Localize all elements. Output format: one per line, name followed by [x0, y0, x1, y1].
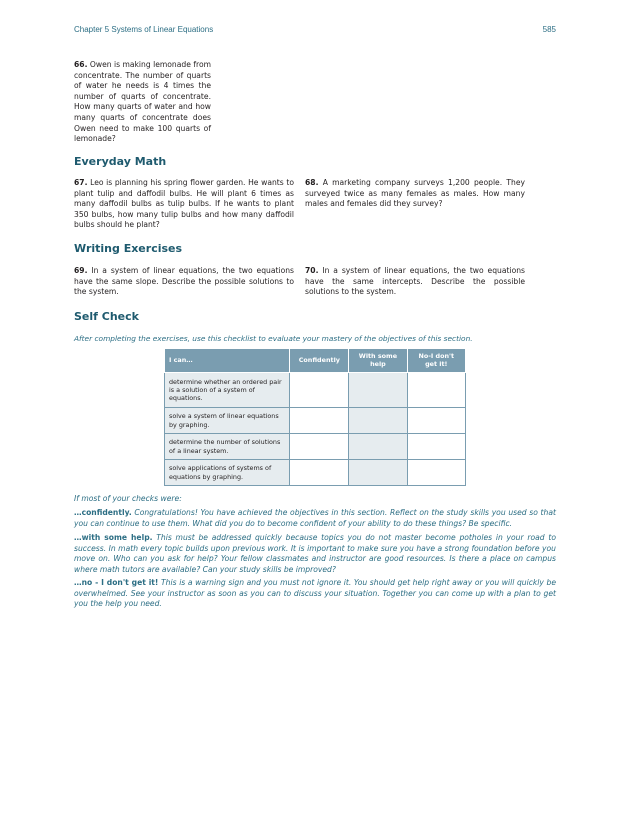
problem-text: Owen is making lemonade from concentrate. The number of quarts of water he needs is 4 times the number of quarts of concentrate. How many quarts of water and how many quarts of concentrate does Owen need to make 100 quarts of lemonade? — [74, 60, 211, 144]
column-header-with-some-help: With some help — [349, 349, 407, 373]
feedback-lead: …no - I don't get it! — [74, 578, 159, 587]
check-cell-no[interactable] — [407, 460, 465, 486]
problem-text: A marketing company surveys 1,200 people. They surveyed twice as many females as males. How many males and females did they survey? — [305, 178, 525, 209]
check-cell-no[interactable] — [407, 373, 465, 408]
check-cell-with-some-help[interactable] — [349, 460, 407, 486]
check-cell-no[interactable] — [407, 434, 465, 460]
check-cell-with-some-help[interactable] — [349, 434, 407, 460]
problem-number: 66. — [74, 60, 88, 69]
problem-number: 68. — [305, 178, 319, 187]
problem-66 — [74, 60, 211, 145]
check-cell-confidently[interactable] — [290, 408, 349, 434]
objective-cell: solve applications of systems of equations by graphing. — [165, 460, 290, 486]
problem-text: In a system of linear equations, the two equations have the same intercepts. Describe the possible solutions to the system. — [305, 266, 525, 297]
problem-70 — [305, 266, 525, 298]
problem-number: 70. — [305, 266, 319, 275]
running-header: Chapter 5 Systems of Linear Equations — [74, 25, 214, 34]
feedback-some-help — [74, 533, 556, 575]
column-header-confidently: Confidently — [290, 349, 349, 373]
feedback-confidently — [74, 508, 556, 529]
check-cell-with-some-help[interactable] — [349, 408, 407, 434]
table-row — [165, 408, 466, 434]
problem-67 — [74, 178, 294, 231]
feedback-text: This is a warning sign and you must not ignore it. You should get help right away or you will quickly be overwhelmed. See your instructor as soon as you can to discuss your situation. Together you can come up with a plan to get you the help you need. — [74, 578, 556, 609]
feedback-no — [74, 578, 556, 610]
objective-cell: determine the number of solutions of a linear system. — [165, 434, 290, 460]
objective-cell: solve a system of linear equations by graphing. — [165, 408, 290, 434]
feedback-text: This must be addressed quickly because topics you do not master become potholes in your road to success. In math every topic builds upon previous work. It is important to make sure you have a strong foundation before you move on. Who can you ask for help? Your fellow classmates and instructor are good resources. Is there a place on campus where math tutors are available? Can your study skills be improved? — [74, 533, 556, 574]
section-heading-writing-exercises: Writing Exercises — [74, 242, 183, 255]
feedback-lead: …confidently. — [74, 508, 132, 517]
problem-text: Leo is planning his spring flower garden. He wants to plant tulip and daffodil bulbs. He will plant 6 times as many daffodil bulbs as tulip bulbs. If he wants to plant 350 bulbs, how many tulip bulbs and how many daffodil bulbs should he plant? — [74, 178, 294, 230]
feedback-lead: …with some help. — [74, 533, 153, 542]
objective-cell: determine whether an ordered pair is a solution of a system of equations. — [165, 373, 290, 408]
column-header-i-can: I can… — [165, 349, 290, 373]
feedback-text: Congratulations! You have achieved the objectives in this section. Reflect on the study skills you used so that you can continue to use them. What did you do to become confident of your ability to do these things? Be specific. — [74, 508, 556, 528]
check-cell-confidently[interactable] — [290, 373, 349, 408]
check-cell-with-some-help[interactable] — [349, 373, 407, 408]
table-header-row — [165, 349, 466, 373]
table-row — [165, 373, 466, 408]
problem-69 — [74, 266, 294, 298]
problem-68 — [305, 178, 525, 210]
table-row — [165, 460, 466, 486]
feedback-intro: If most of your checks were: — [74, 494, 182, 503]
self-check-intro: After completing the exercises, use this checklist to evaluate your mastery of the objectives of this section. — [74, 334, 473, 343]
problem-text: In a system of linear equations, the two equations have the same slope. Describe the possible solutions to the system. — [74, 266, 294, 297]
check-cell-no[interactable] — [407, 408, 465, 434]
check-cell-confidently[interactable] — [290, 434, 349, 460]
problem-number: 69. — [74, 266, 88, 275]
section-heading-self-check: Self Check — [74, 310, 139, 323]
self-check-table — [164, 348, 466, 486]
page-number: 585 — [542, 25, 556, 34]
column-header-no-i-dont-get-it: No-I don't get it! — [407, 349, 465, 373]
check-cell-confidently[interactable] — [290, 460, 349, 486]
problem-number: 67. — [74, 178, 88, 187]
section-heading-everyday-math: Everyday Math — [74, 155, 167, 168]
table-row — [165, 434, 466, 460]
